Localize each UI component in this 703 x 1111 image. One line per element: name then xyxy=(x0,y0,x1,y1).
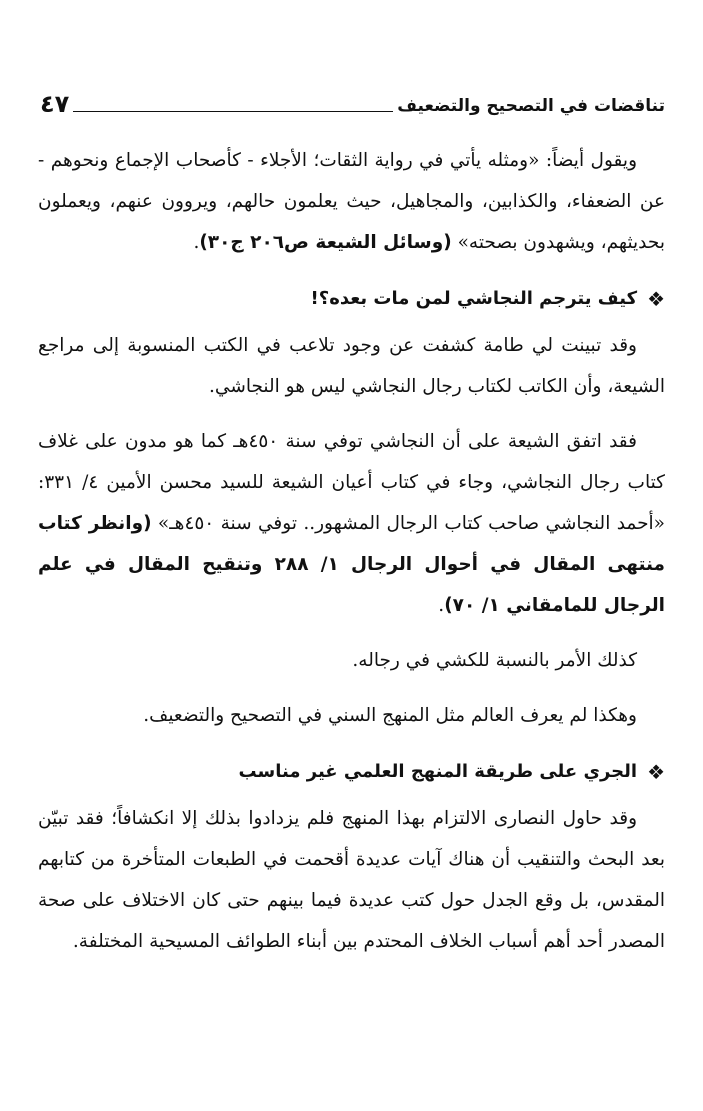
running-header xyxy=(40,82,665,122)
header-title: تناقضات في التصحيح والتضعيف xyxy=(397,96,665,116)
section-heading-method xyxy=(38,752,665,792)
header-rule xyxy=(73,111,393,112)
quote-text: ويقول أيضاً: «ومثله يأتي في رواية الثقات؛ الأجلاء - كأصحاب الإجماع ونحوهم - عن الضعفاء، والكذابين، والمجاهيل، حيث يعلمون حالهم، ويروون عنهم، ويعملون بحديثهم، ويشهدون بصحته» xyxy=(38,150,665,253)
paragraph-kashshi: كذلك الأمر بالنسبة للكشي في رجاله. xyxy=(352,650,637,671)
najashi-death-end: . xyxy=(438,595,445,616)
section-heading-najashi xyxy=(38,279,665,319)
paragraph-najashi-intro: وقد تبينت لي طامة كشفت عن وجود تلاعب في الكتب المنسوبة إلى مراجع الشيعة، وأن الكاتب لكتاب رجال النجاشي ليس هو النجاشي. xyxy=(38,335,665,397)
paragraph-sunni-method: وهكذا لم يعرف العالم مثل المنهج السني في التصحيح والتضعيف. xyxy=(143,705,637,726)
najashi-death-text: فقد اتفق الشيعة على أن النجاشي توفي سنة ٤٥٠هـ كما هو مدون على غلاف كتاب رجال النجاشي، وجاء في كتاب أعيان الشيعة للسيد محسن الأمين ٤/ ٣٣١: «أحمد النجاشي صاحب كتاب الرجال المشهور.. توفي سنة ٤٥٠هـ» xyxy=(38,431,666,534)
najashi-death-reference: (وانظر كتاب منتهى المقال في أحوال الرجال ١/ ٢٨٨ وتنقيح المقال في علم الرجال للمامقاني ١/ ٧٠) xyxy=(38,513,665,616)
page-number: ٤٧ xyxy=(40,90,70,118)
quote-paragraph xyxy=(38,140,665,263)
section-heading-method-text: الجري على طريقة المنهج العلمي غير مناسب xyxy=(238,761,638,782)
four-diamond-ornament-icon: ❖ xyxy=(647,760,665,784)
section-heading-najashi-text: كيف يترجم النجاشي لمن مات بعده؟! xyxy=(310,288,638,309)
paragraph-najashi-death xyxy=(38,421,665,626)
page-body xyxy=(38,140,665,962)
quote-reference: (وسائل الشيعة ص٢٠٦ ج٣٠) xyxy=(199,232,452,253)
paragraph-christians: وقد حاول النصارى الالتزام بهذا المنهج فلم يزدادوا بذلك إلا انكشافاً؛ فقد تبيّن بعد البحث والتنقيب أن هناك آيات عديدة أقحمت في الطبعات المتأخرة من كتابهم المقدس، بل وقع الجدل حول كتب عديدة فيما بينهم حتى كان الاختلاف على صحة المصدر أحد أهم أسباب الخلاف المحتدم بين أبناء الطوائف المسيحية المختلفة. xyxy=(38,808,665,952)
four-diamond-ornament-icon: ❖ xyxy=(647,287,665,311)
quote-end: . xyxy=(193,232,200,253)
